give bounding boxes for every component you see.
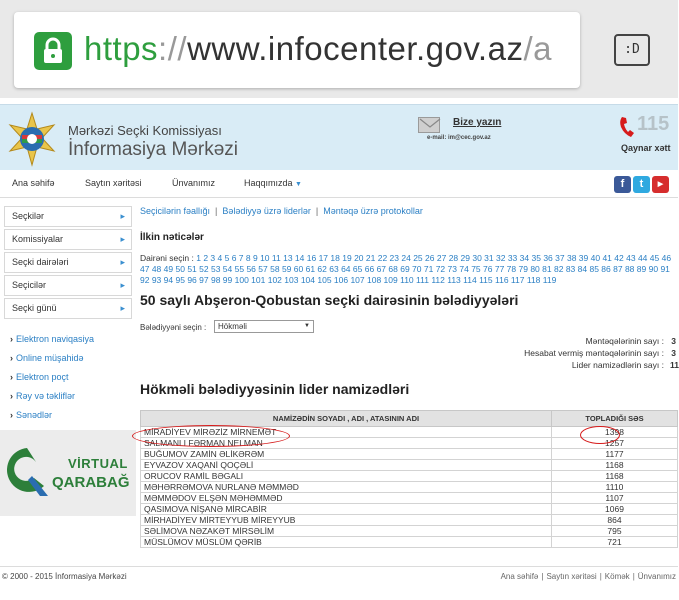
- district-link[interactable]: 2: [203, 253, 211, 263]
- district-link[interactable]: 60: [293, 264, 306, 274]
- district-link[interactable]: 53: [210, 264, 223, 274]
- preliminary-results-heading: İlkin nəticələr: [140, 232, 204, 243]
- highlight-circle-name: [132, 425, 290, 447]
- sidebar-link-feedback[interactable]: [10, 391, 75, 401]
- stat-value: 11: [670, 360, 679, 370]
- facebook-icon[interactable]: f: [614, 176, 631, 193]
- url-separator: ://: [158, 30, 188, 67]
- district-link[interactable]: 43: [626, 253, 638, 263]
- candidate-votes: 795: [552, 526, 678, 537]
- chevron-right-icon: ▸: [120, 280, 125, 290]
- subnav-protocols[interactable]: Məntəqə üzrə protokollar: [323, 206, 423, 216]
- stat-reported-precincts: [524, 348, 676, 358]
- footer-link-home[interactable]: Ana səhifə: [500, 572, 539, 581]
- table-row: [141, 504, 678, 515]
- stat-label: Hesabat vermiş məntəqələrinin sayı :: [524, 348, 664, 358]
- district-link[interactable]: 62: [317, 264, 330, 274]
- banner-text-virtual: VİRTUAL: [68, 456, 128, 471]
- district-link[interactable]: 52: [199, 264, 211, 274]
- sidebar-item-voters[interactable]: [4, 275, 132, 296]
- sidebar-item-label: Seçki günü: [12, 303, 57, 313]
- district-link[interactable]: 16: [306, 253, 319, 263]
- chevron-right-icon: ›: [10, 353, 13, 363]
- district-link[interactable]: 103: [284, 275, 301, 285]
- district-link[interactable]: 111: [416, 275, 432, 285]
- district-link[interactable]: 73: [447, 264, 460, 274]
- district-link[interactable]: 87: [613, 264, 625, 274]
- district-link[interactable]: 100: [234, 275, 252, 285]
- district-link[interactable]: 65: [352, 264, 365, 274]
- chevron-right-icon: ▸: [120, 303, 125, 313]
- district-link[interactable]: 98: [210, 275, 223, 285]
- candidate-name: SƏLİMOVA NƏZAKƏT MİRSƏLİM: [141, 526, 552, 537]
- candidate-name: MİRHADİYEV MİRTEYYUB MİREYYUB: [141, 515, 552, 526]
- district-picker-label: Dairəni seçin :: [140, 253, 194, 263]
- stat-value: 3: [671, 348, 676, 358]
- district-link[interactable]: 39: [578, 253, 591, 263]
- nav-home[interactable]: Ana səhifə: [12, 178, 55, 188]
- stat-precincts: [586, 336, 676, 346]
- org-name: Mərkəzi Seçki Komissiyası: [68, 123, 222, 138]
- district-link[interactable]: 64: [341, 264, 353, 274]
- district-link[interactable]: 109: [383, 275, 401, 285]
- district-link[interactable]: 40: [590, 253, 603, 263]
- district-link[interactable]: 35: [531, 253, 544, 263]
- sidebar-item-label: Seçki dairələri: [12, 257, 69, 267]
- subnav-separator: |: [315, 206, 319, 216]
- district-link[interactable]: 66: [364, 264, 377, 274]
- district-link[interactable]: 51: [187, 264, 200, 274]
- district-link[interactable]: 112: [431, 275, 448, 285]
- footer-separator: |: [632, 572, 635, 581]
- district-link[interactable]: 68: [388, 264, 401, 274]
- stat-leader-candidates: [571, 360, 679, 370]
- district-link[interactable]: 119: [542, 275, 557, 285]
- district-link[interactable]: 23: [389, 253, 402, 263]
- district-link[interactable]: 97: [199, 275, 211, 285]
- emblem-logo[interactable]: [4, 111, 60, 167]
- footer-separator: |: [541, 572, 544, 581]
- sidebar-link-label: Elektron naviqasiya: [16, 334, 95, 344]
- district-link[interactable]: 8: [245, 253, 253, 263]
- main-nav: [0, 170, 678, 198]
- sidebar-link-documents[interactable]: [10, 410, 52, 420]
- district-link[interactable]: 108: [367, 275, 384, 285]
- district-link[interactable]: 22: [377, 253, 390, 263]
- district-link[interactable]: 24: [401, 253, 414, 263]
- district-link[interactable]: 78: [506, 264, 519, 274]
- district-link[interactable]: 45: [649, 253, 662, 263]
- district-link[interactable]: 21: [365, 253, 378, 263]
- footer-link-sitemap[interactable]: Saytın xəritəsi: [546, 572, 597, 581]
- leaders-heading: Hökməli bələdiyyəsinin lider namizədləri: [140, 381, 410, 397]
- banner-text-qarabag: QARABAĞ: [52, 474, 130, 491]
- district-link[interactable]: 10: [260, 253, 272, 263]
- sidebar-link-label: Rəy və təkliflər: [16, 391, 76, 401]
- tabs-button[interactable]: :D: [614, 34, 650, 66]
- district-links[interactable]: [140, 253, 671, 285]
- org-subtitle: İnformasiya Mərkəzi: [68, 139, 238, 160]
- district-link[interactable]: 102: [267, 275, 285, 285]
- district-link[interactable]: 86: [601, 264, 614, 274]
- footer-separator: |: [599, 572, 602, 581]
- highlight-circle-votes: [580, 426, 620, 444]
- district-link[interactable]: 5: [224, 253, 232, 263]
- district-link[interactable]: 117: [510, 275, 527, 285]
- candidate-votes: 1107: [552, 493, 678, 504]
- sidebar-link-email[interactable]: [10, 372, 69, 382]
- district-link[interactable]: 32: [496, 253, 508, 263]
- district-link[interactable]: 9: [252, 253, 261, 263]
- nav-about[interactable]: [244, 178, 302, 188]
- district-link[interactable]: 114: [463, 275, 480, 285]
- candidate-votes: 1257: [552, 438, 678, 449]
- district-link[interactable]: 56: [246, 264, 259, 274]
- district-picker: [140, 253, 678, 286]
- district-link[interactable]: 82: [553, 264, 566, 274]
- table-row: [141, 537, 678, 548]
- table-row: [141, 493, 678, 504]
- district-link[interactable]: 54: [222, 264, 235, 274]
- browser-toolbar: [0, 0, 678, 98]
- district-link[interactable]: 25: [413, 253, 426, 263]
- district-link[interactable]: 34: [519, 253, 532, 263]
- candidate-name: EYVAZOV XAQANİ QOÇƏLİ: [141, 460, 552, 471]
- district-link[interactable]: 4: [217, 253, 225, 263]
- district-link[interactable]: 80: [530, 264, 543, 274]
- district-link[interactable]: 28: [448, 253, 461, 263]
- youtube-icon[interactable]: ▶: [652, 176, 669, 193]
- stat-value: 3: [671, 336, 676, 346]
- district-link[interactable]: 17: [318, 253, 331, 263]
- contact-email: e-mail: im@cec.gov.az: [427, 135, 491, 141]
- candidate-name: MİRADİYEV MİRƏZİZ MİRNEMƏT: [141, 427, 552, 438]
- candidate-name: BUĞUMOV ZAMİN ƏLİKƏRƏM: [141, 449, 552, 460]
- district-link[interactable]: 26: [425, 253, 437, 263]
- candidate-votes: 1168: [552, 460, 678, 471]
- candidate-name: QASIMOVA NİŞANƏ MİRCABİR: [141, 504, 552, 515]
- district-link[interactable]: 6: [231, 253, 239, 263]
- district-link[interactable]: 92: [140, 275, 152, 285]
- table-row: [141, 515, 678, 526]
- district-link[interactable]: 79: [518, 264, 531, 274]
- district-link[interactable]: 99: [222, 275, 235, 285]
- district-link[interactable]: 11: [271, 253, 284, 263]
- lock-icon: [34, 32, 72, 70]
- district-link[interactable]: 48: [151, 264, 164, 274]
- subnav-turnout[interactable]: Seçicilərin fəallığı: [140, 206, 211, 216]
- district-link[interactable]: 49: [163, 264, 176, 274]
- district-link[interactable]: 69: [400, 264, 413, 274]
- chevron-right-icon: ▸: [120, 257, 125, 267]
- table-row: [141, 471, 678, 482]
- chevron-right-icon: ›: [10, 410, 13, 420]
- footer-links: [501, 572, 676, 581]
- district-link[interactable]: 106: [333, 275, 351, 285]
- district-link[interactable]: 84: [577, 264, 590, 274]
- url-scheme: https: [84, 30, 159, 67]
- district-link[interactable]: 107: [350, 275, 367, 285]
- district-link[interactable]: 67: [376, 264, 389, 274]
- virtual-qarabag-banner[interactable]: [0, 430, 136, 516]
- nav-address[interactable]: Ünvanımız: [172, 178, 216, 188]
- district-link[interactable]: 89: [636, 264, 649, 274]
- district-link[interactable]: 85: [589, 264, 602, 274]
- twitter-icon[interactable]: t: [633, 176, 650, 193]
- district-link[interactable]: 105: [317, 275, 334, 285]
- sidebar-item-commissions[interactable]: [4, 229, 132, 250]
- district-link[interactable]: 3: [210, 253, 218, 263]
- chevron-right-icon: ▸: [120, 211, 125, 221]
- district-link[interactable]: 33: [507, 253, 520, 263]
- candidate-votes: 1168: [552, 471, 678, 482]
- chevron-right-icon: ›: [10, 391, 13, 401]
- district-link[interactable]: 88: [624, 264, 637, 274]
- district-link[interactable]: 44: [637, 253, 650, 263]
- district-link[interactable]: 93: [151, 275, 164, 285]
- col-header-votes: TOPLADIĞI SƏS: [552, 411, 678, 427]
- district-link[interactable]: 20: [354, 253, 366, 263]
- phone-icon: [618, 115, 638, 139]
- district-link[interactable]: 75: [471, 264, 484, 274]
- district-link[interactable]: 46: [661, 253, 672, 263]
- candidate-votes: 1110: [552, 482, 678, 493]
- caret-down-icon: ▼: [295, 181, 302, 188]
- district-link[interactable]: 81: [542, 264, 554, 274]
- hotline-number: 115: [637, 113, 670, 135]
- subnav-separator: |: [215, 206, 218, 216]
- candidate-votes: 1069: [552, 504, 678, 515]
- footer-link-address[interactable]: Ünvanımız: [637, 572, 676, 581]
- district-link[interactable]: 50: [175, 264, 188, 274]
- sidebar-link-observation[interactable]: [10, 353, 84, 363]
- candidate-name: MƏHƏRRƏMOVA NURLANƏ MƏMMƏD: [141, 482, 552, 493]
- table-row: [141, 449, 678, 460]
- district-link[interactable]: 96: [187, 275, 200, 285]
- district-link[interactable]: 115: [479, 275, 495, 285]
- subnav-municipal-leaders[interactable]: Bələdiyyə üzrə liderlər: [222, 206, 311, 216]
- district-link[interactable]: 90: [648, 264, 661, 274]
- district-link[interactable]: 104: [300, 275, 318, 285]
- url-text[interactable]: [84, 30, 552, 68]
- district-link[interactable]: 19: [342, 253, 355, 263]
- sidebar-item-label: Seçicilər: [12, 280, 47, 290]
- district-link[interactable]: 101: [251, 275, 268, 285]
- main-content: [136, 198, 678, 566]
- district-link[interactable]: 77: [494, 264, 507, 274]
- district-link[interactable]: 72: [435, 264, 448, 274]
- municipality-select-value: Hökməli: [218, 322, 247, 331]
- district-link[interactable]: 36: [543, 253, 556, 263]
- nav-about-label: Haqqımızda: [244, 178, 293, 188]
- district-link[interactable]: 113: [447, 275, 464, 285]
- district-link[interactable]: 14: [294, 253, 307, 263]
- district-link[interactable]: 18: [330, 253, 343, 263]
- district-link[interactable]: 95: [175, 275, 188, 285]
- district-link[interactable]: 41: [602, 253, 615, 263]
- candidate-name: ORUCOV RAMİL BƏGALI: [141, 471, 552, 482]
- district-link[interactable]: 63: [329, 264, 342, 274]
- candidate-name: MƏMMƏDOV ELŞƏN MƏHƏMMƏD: [141, 493, 552, 504]
- col-header-name: NAMİZƏDİN SOYADI , ADI , ATASININ ADI: [141, 411, 552, 427]
- footer: [0, 566, 678, 586]
- copyright: © 2000 - 2015 İnformasiya Mərkəzi: [2, 572, 127, 581]
- district-link[interactable]: 76: [483, 264, 495, 274]
- candidate-name: MÜSLÜMOV MÜSLÜM QƏRİB: [141, 537, 552, 548]
- district-link[interactable]: 91: [660, 264, 670, 274]
- footer-link-help[interactable]: Kömək: [604, 572, 630, 581]
- results-subnav: [140, 206, 423, 216]
- district-link[interactable]: 59: [281, 264, 294, 274]
- district-link[interactable]: 7: [238, 253, 246, 263]
- table-row: [141, 526, 678, 537]
- sidebar-link-label: Online müşahidə: [16, 353, 84, 363]
- district-link[interactable]: 57: [258, 264, 271, 274]
- sidebar-item-elections[interactable]: [4, 206, 132, 227]
- candidate-votes: 721: [552, 537, 678, 548]
- district-link[interactable]: 31: [484, 253, 496, 263]
- url-host: www.infocenter.gov.az: [187, 30, 524, 67]
- district-link[interactable]: 1: [196, 253, 204, 263]
- address-bar[interactable]: [14, 12, 580, 88]
- candidate-votes: 1398: [552, 427, 678, 438]
- page-title: 50 saylı Abşeron-Qobustan seçki dairəsinin bələdiyyələri: [140, 292, 519, 308]
- hotline-label: Qaynar xətt: [621, 143, 671, 153]
- sidebar-item-label: Seçkilər: [12, 211, 45, 221]
- district-link[interactable]: 38: [566, 253, 579, 263]
- sidebar-item-label: Komissiyalar: [12, 234, 64, 244]
- district-link[interactable]: 29: [460, 253, 473, 263]
- sidebar-link-label: Elektron poçt: [16, 372, 69, 382]
- stat-label: Lider namizədlərin sayı :: [571, 360, 664, 370]
- candidate-name: SALMANLI FƏRMAN NELMAN: [141, 438, 552, 449]
- candidate-votes: 864: [552, 515, 678, 526]
- district-link[interactable]: 83: [565, 264, 578, 274]
- district-link[interactable]: 71: [423, 264, 436, 274]
- municipality-select[interactable]: [214, 320, 314, 333]
- sidebar-link-navigation[interactable]: [10, 334, 94, 344]
- district-link[interactable]: 58: [270, 264, 282, 274]
- district-link[interactable]: 55: [234, 264, 247, 274]
- district-link[interactable]: 116: [495, 275, 511, 285]
- table-row: [141, 460, 678, 471]
- virtual-qarabag-logo-icon: [4, 446, 50, 498]
- sidebar-item-districts[interactable]: [4, 252, 132, 273]
- chevron-right-icon: ▸: [120, 234, 125, 244]
- district-link[interactable]: 30: [472, 253, 485, 263]
- url-path: /a: [523, 30, 552, 67]
- district-link[interactable]: 37: [555, 253, 567, 263]
- district-link[interactable]: 110: [400, 275, 417, 285]
- nav-sitemap[interactable]: Saytın xəritəsi: [85, 178, 142, 188]
- district-link[interactable]: 42: [614, 253, 627, 263]
- write-us-link[interactable]: Bize yazın: [453, 117, 502, 128]
- district-link[interactable]: 70: [412, 264, 424, 274]
- district-link[interactable]: 118: [526, 275, 543, 285]
- district-link[interactable]: 94: [163, 275, 176, 285]
- dropdown-arrow-icon: ▼: [304, 323, 310, 329]
- table-row: [141, 482, 678, 493]
- district-link[interactable]: 47: [140, 264, 152, 274]
- sidebar-link-label: Sənədlər: [16, 410, 53, 420]
- municipality-select-label: Bələdiyyəni seçin :: [140, 323, 207, 332]
- candidate-votes: 1177: [552, 449, 678, 460]
- district-link[interactable]: 27: [436, 253, 449, 263]
- stat-label: Məntəqələrinin sayı :: [585, 336, 664, 346]
- district-link[interactable]: 13: [283, 253, 295, 263]
- chevron-right-icon: ›: [10, 372, 13, 382]
- district-link[interactable]: 61: [305, 264, 318, 274]
- chevron-right-icon: ›: [10, 334, 13, 344]
- site-header: [0, 104, 678, 170]
- mail-icon[interactable]: [418, 117, 440, 133]
- sidebar-item-election-day[interactable]: [4, 298, 132, 319]
- district-link[interactable]: 74: [459, 264, 472, 274]
